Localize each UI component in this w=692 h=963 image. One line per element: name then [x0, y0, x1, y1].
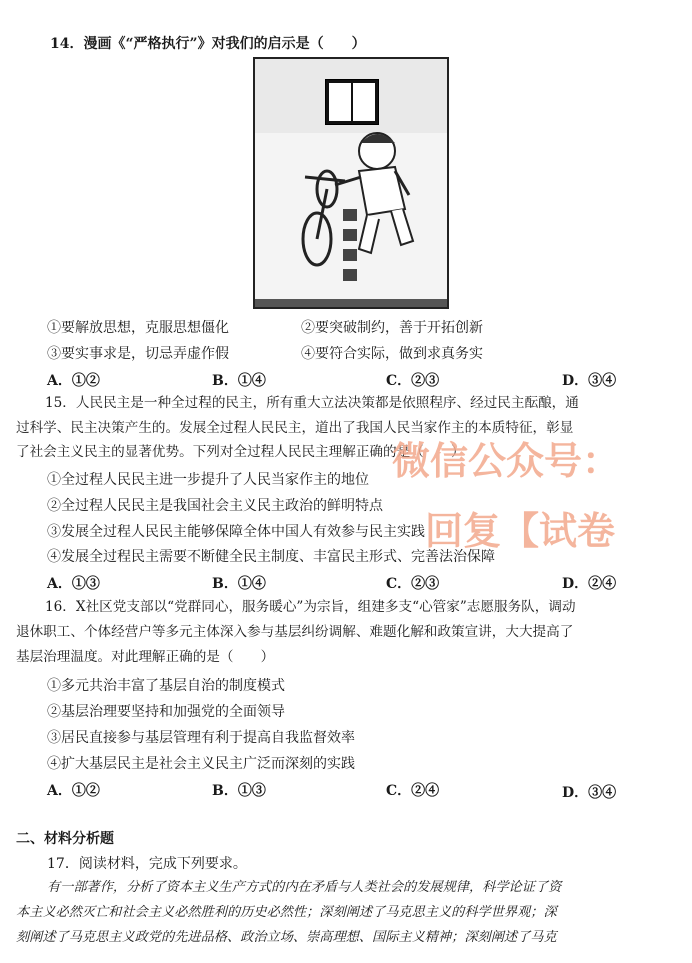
section-2-title: 二、材料分析题: [16, 831, 114, 847]
q17-material-line-1: 有一部著作，分析了资本主义生产方式的内在矛盾与人类社会的发展规律，科学论证了资: [47, 880, 562, 895]
q14-choice-c: C．②③: [386, 373, 440, 389]
watermark-line-2: 回复【试卷: [425, 509, 616, 553]
q16-choice-a: A．①②: [47, 783, 100, 799]
q16-choice-b: B．①③: [212, 783, 266, 799]
q17-material-line-3: 刻阐述了马克思主义政党的先进品格、政治立场、崇高理想、国际主义精神；深刻阐述了马克: [16, 930, 557, 945]
q15-option-4: ④发展全过程民主需要不断健全民主制度、丰富民主形式、完善法治保障: [47, 549, 495, 565]
q16-stem-line-3: 基层治理温度。对此理解正确的是（ ）: [16, 649, 275, 665]
q16-stem-line-1: 16．X社区党支部以“党群同心，服务暖心”为宗旨，组建多支“心管家”志愿服务队，调动: [45, 599, 576, 615]
q16-option-4: ④扩大基层民主是社会主义民主广泛而深刻的实践: [47, 756, 355, 772]
q15-choice-a: A．①③: [47, 576, 100, 592]
q15-stem-line-2: 过科学、民主决策产生的。发展全过程人民民主，道出了我国人民当家作主的本质特征，彰显: [16, 420, 574, 436]
q16-option-2: ②基层治理要坚持和加强党的全面领导: [47, 704, 285, 720]
q16-choice-d: D．③④: [562, 785, 617, 801]
cartoon-figure-icon: [255, 59, 447, 307]
cartoon-strict-execution: [253, 57, 449, 309]
q16-stem-line-2: 退休职工、个体经营户等多元主体深入参与基层纠纷调解、难题化解和政策宣讲，大大提高了: [16, 624, 574, 640]
q14-choice-d: D．③④: [562, 373, 617, 389]
q14-choice-b: B．①④: [212, 373, 266, 389]
q15-stem-line-1: 15．人民民主是一种全过程的民主，所有重大立法决策都是依照程序、经过民主酝酿，通: [45, 395, 579, 411]
q14-stem: 14．漫画《“严格执行”》对我们的启示是（ ）: [50, 36, 366, 52]
q15-choice-b: B．①④: [212, 576, 266, 592]
q14-choice-a: A．①②: [47, 373, 100, 389]
q17-stem: 17．阅读材料，完成下列要求。: [47, 856, 247, 872]
q16-choice-c: C．②④: [386, 783, 440, 799]
watermark-line-1: 微信公众号：: [392, 439, 621, 483]
q14-option-2: ②要突破制约，善于开拓创新: [301, 320, 483, 336]
q15-choice-d: D．②④: [562, 576, 617, 592]
q15-stem-line-3: 了社会主义民主的显著优势。下列对全过程人民民主理解正确的是（ ）: [16, 444, 465, 460]
q15-option-3: ③发展全过程人民民主能够保障全体中国人有效参与民主实践: [47, 524, 425, 540]
q16-option-1: ①多元共治丰富了基层自治的制度模式: [47, 678, 285, 694]
q15-choice-c: C．②③: [386, 576, 440, 592]
q14-option-4: ④要符合实际，做到求真务实: [301, 346, 483, 362]
q17-material-line-2: 本主义必然灭亡和社会主义必然胜利的历史必然性；深刻阐述了马克思主义的科学世界观；深: [16, 905, 557, 920]
q16-option-3: ③居民直接参与基层管理有利于提高自我监督效率: [47, 730, 355, 746]
q15-option-1: ①全过程人民民主进一步提升了人民当家作主的地位: [47, 472, 369, 488]
q14-option-1: ①要解放思想，克服思想僵化: [47, 320, 229, 336]
q15-option-2: ②全过程人民民主是我国社会主义民主政治的鲜明特点: [47, 498, 383, 514]
q14-option-3: ③要实事求是，切忌弄虚作假: [47, 346, 229, 362]
